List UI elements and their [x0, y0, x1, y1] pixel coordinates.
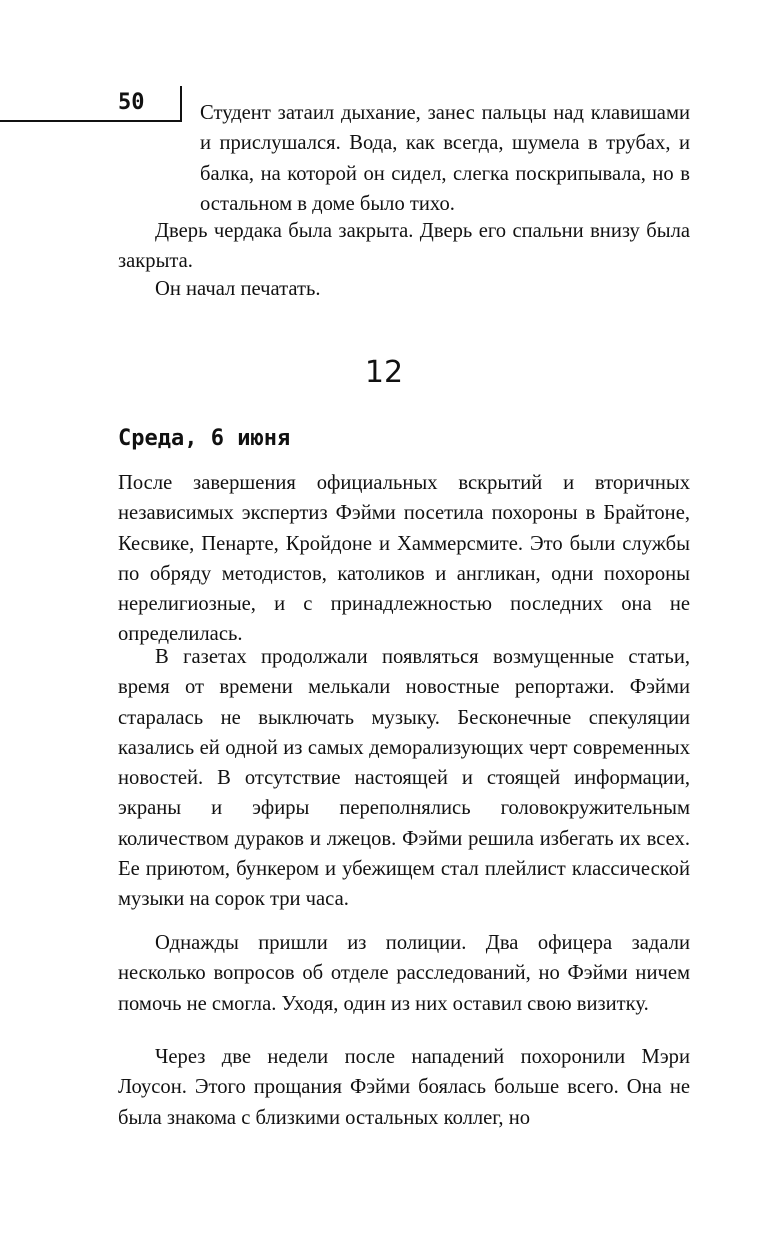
- paragraph: В газетах продолжали появляться возмущенные статьи, время от времени мелькали новостные репортажи. Фэйми старалась не выключать музыку. Бесконечные спекуляции казались ей одной из самых деморализующих черт современных новостей. В отсутствие настоящей и стоящей информации, экраны и эфиры переполнялись головокружительным количеством дураков и лжецов. Фэйми решила избегать их всех. Ее приютом, бункером и убежищем стал плейлист классической музыки на сорок три часа.: [118, 646, 690, 911]
- paragraph: Дверь чердака была закрыта. Дверь его спальни внизу была закрыта.: [118, 220, 690, 273]
- paragraph: Однажды пришли из полиции. Два офицера задали несколько вопросов об отделе расследований, но Фэйми ничем помочь не смогла. Уходя, один из них оставил свою визитку.: [118, 932, 690, 1015]
- page-number: 50: [118, 90, 145, 115]
- chapter-date-heading: Среда, 6 июня: [118, 426, 291, 451]
- paragraph: Он начал печатать.: [155, 278, 321, 300]
- paragraph-continued-first-line: [200, 98, 690, 219]
- paragraph: После завершения официальных вскрытий и вторичных независимых экспертиз Фэйми посетила похороны в Брайтоне, Кесвике, Пенарте, Кройдоне и Хаммерсмите. Это были службы по обряду методистов, католиков и англикан, одни похороны нерелигиозные, и с принадлежностью последних она не определилась.: [118, 472, 690, 646]
- paragraph: Через две недели после нападений похоронили Мэри Лоусон. Этого прощания Фэйми боялась больше всего. Она не была знакома с близкими остальных коллег, но: [118, 1046, 690, 1129]
- paragraph-text: Студент затаил дыхание, занес пальцы над клавишами и прислушался. Вода, как всегда, шумела в трубах, и балка, на которой он сидел, слегка поскрипывала, но в остальном в доме было тихо.: [200, 102, 690, 215]
- page-number-frame: [0, 86, 182, 122]
- chapter-number: 12: [364, 355, 404, 390]
